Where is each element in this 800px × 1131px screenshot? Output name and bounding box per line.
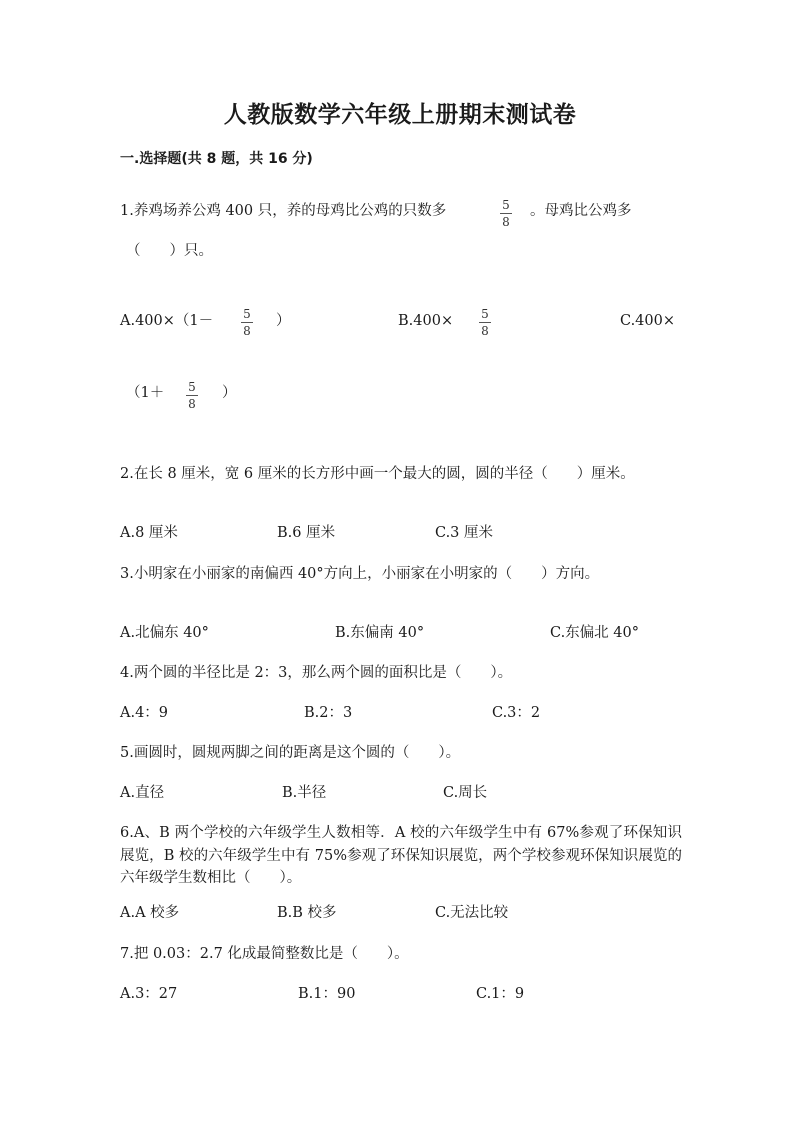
q7-text: 7.把 0.03：2.7 化成最简整数比是（ ）。	[120, 946, 409, 962]
fraction-bar	[186, 395, 198, 396]
q3-option-b: B.东偏南 40°	[335, 625, 425, 641]
q7-option-a: A.3：27	[120, 986, 178, 1002]
fraction-denominator: 8	[502, 215, 510, 229]
q1-option-b: B.400×	[398, 313, 454, 329]
q1-option-c: C.400×	[620, 313, 676, 329]
q3-option-a: A.北偏东 40°	[120, 625, 209, 641]
q1-option-c-cont-part2: ）	[222, 385, 237, 401]
fraction-numerator: 5	[502, 198, 510, 212]
q1-fraction	[497, 198, 515, 229]
q4-option-c: C.3：2	[492, 705, 541, 721]
q3-option-c: C.东偏北 40°	[550, 625, 639, 641]
fraction-denominator: 8	[243, 324, 251, 338]
q1-option-c-fraction	[183, 380, 201, 411]
fraction-bar	[500, 213, 512, 214]
q5-option-b: B.半径	[282, 785, 327, 801]
section-heading: 一.选择题(共 8 题，共 16 分)	[120, 151, 313, 167]
q5-option-c: C.周长	[443, 785, 488, 801]
q1-option-a-fraction	[238, 307, 256, 338]
q1-text-line2: （ ）只。	[126, 243, 213, 259]
q4-option-b: B.2：3	[304, 705, 353, 721]
q2-option-c: C.3 厘米	[435, 525, 494, 541]
fraction-denominator: 8	[188, 397, 196, 411]
q2-option-b: B.6 厘米	[277, 525, 336, 541]
q3-text: 3.小明家在小丽家的南偏西 40°方向上，小丽家在小明家的（ ）方向。	[120, 566, 600, 582]
q4-option-a: A.4：9	[120, 705, 169, 721]
q1-option-a-part2: ）	[276, 313, 291, 329]
q1-text-part2: 。母鸡比公鸡多	[530, 203, 632, 219]
q2-option-a: A.8 厘米	[120, 525, 178, 541]
q5-text: 5.画圆时，圆规两脚之间的距离是这个圆的（ ）。	[120, 745, 461, 761]
fraction-numerator: 5	[481, 307, 489, 321]
fraction-numerator: 5	[243, 307, 251, 321]
q1-option-c-cont-part1: （1＋	[126, 385, 165, 401]
q6-option-a: A.A 校多	[120, 905, 180, 921]
q6-option-b: B.B 校多	[277, 905, 337, 921]
q1-option-a-part1: A.400×（1－	[120, 313, 214, 329]
fraction-denominator: 8	[481, 324, 489, 338]
q6-text: 6.A、B 两个学校的六年级学生人数相等．A 校的六年级学生中有 67%参观了环保知识展览，B 校的六年级学生中有 75%参观了环保知识展览，两个学校参观环保知识展览的六年级学生数相比（ ）。	[120, 825, 682, 886]
fraction-numerator: 5	[188, 380, 196, 394]
q4-text: 4.两个圆的半径比是 2：3，那么两个圆的面积比是（ ）。	[120, 665, 513, 681]
q7-option-b: B.1：90	[298, 986, 356, 1002]
fraction-bar	[479, 322, 491, 323]
q5-option-a: A.直径	[120, 785, 165, 801]
q7-option-c: C.1：9	[476, 986, 525, 1002]
q6-option-c: C.无法比较	[435, 905, 509, 921]
q1-text-part1: 1.养鸡场养公鸡 400 只，养的母鸡比公鸡的只数多	[120, 203, 447, 219]
q1-option-b-fraction	[476, 307, 494, 338]
page-title: 人教版数学六年级上册期末测试卷	[223, 102, 577, 128]
fraction-bar	[241, 322, 253, 323]
q2-text: 2.在长 8 厘米，宽 6 厘米的长方形中画一个最大的圆，圆的半径（ ）厘米。	[120, 466, 635, 482]
